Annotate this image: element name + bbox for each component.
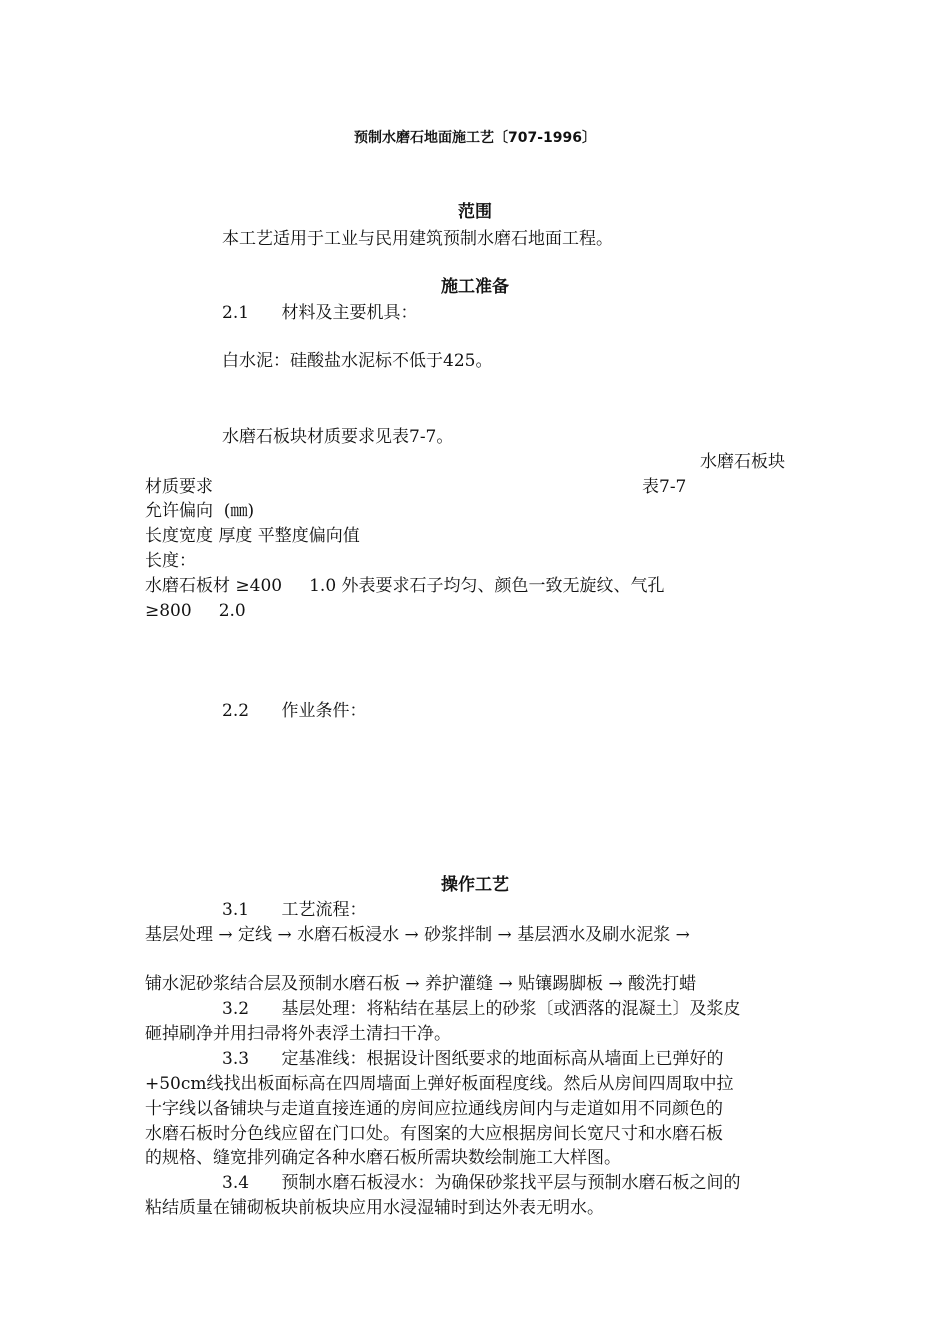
paragraph-3-3-cont: +50cm线找出板面标高在四周墙面上弹好板面程度线。然后从房间四周取中拉: [145, 1074, 734, 1094]
paragraph-3-4: 3.4 预制水磨石板浸水：为确保砂浆找平层与预制水磨石板之间的: [222, 1173, 741, 1193]
item-2-2: 2.2 作业条件：: [222, 701, 367, 721]
table-caption-a: 水磨石板块: [700, 452, 785, 472]
paragraph-table-reference: 水磨石板块材质要求见表7-7。: [222, 427, 454, 447]
section-heading-scope: 范围: [458, 202, 492, 222]
paragraph-3-2: 3.2 基层处理：将粘结在基层上的砂浆〔或洒落的混凝土〕及浆皮: [222, 999, 741, 1019]
doc-title: 预制水磨石地面施工艺〔707-1996〕: [354, 130, 596, 146]
paragraph-3-3-cont: 水磨石板时分色线应留在门口处。有图案的大应根据房间长宽尺寸和水磨石板: [145, 1124, 723, 1144]
paragraph-3-3-cont: 的规格、缝宽排列确定各种水磨石板所需块数绘制施工大样图。: [145, 1148, 621, 1168]
table-number: 表7-7: [642, 477, 687, 497]
table-row: ≥800 2.0: [145, 601, 246, 621]
table-row: 长度宽度 厚度 平整度偏向值: [145, 526, 360, 546]
paragraph-3-4-cont: 粘结质量在铺砌板块前板块应用水浸湿辅时到达外表无明水。: [145, 1198, 604, 1218]
table-row: 允许偏向 (㎜): [145, 501, 255, 521]
table-row: 长度：: [145, 551, 196, 571]
item-3-1: 3.1 工艺流程：: [222, 900, 367, 920]
table-caption-b: 材质要求: [145, 477, 213, 497]
table-row: 水磨石板材 ≥400 1.0 外表要求石子均匀、颜色一致无旋纹、气孔: [145, 576, 665, 596]
paragraph-3-2-cont: 砸掉刷净并用扫帚将外表浮土清扫干净。: [145, 1024, 451, 1044]
paragraph-3-3-cont: 十字线以备铺块与走道直接连通的房间应拉通线房间内与走道如用不同颜色的: [145, 1099, 723, 1119]
paragraph-3-3: 3.3 定基准线：根据设计图纸要求的地面标高从墙面上已弹好的: [222, 1049, 724, 1069]
section-heading-preparation: 施工准备: [441, 277, 509, 297]
item-2-1: 2.1 材料及主要机具：: [222, 303, 418, 323]
process-flow-line-2: 铺水泥砂浆结合层及预制水磨石板 → 养护灌缝 → 贴镶踢脚板 → 酸洗打蜡: [145, 974, 697, 994]
process-flow-line-1: 基层处理 → 定线 → 水磨石板浸水 → 砂浆拌制 → 基层洒水及刷水泥浆 →: [145, 925, 690, 945]
paragraph-scope: 本工艺适用于工业与民用建筑预制水磨石地面工程。: [222, 229, 613, 249]
section-heading-operation: 操作工艺: [441, 875, 509, 895]
paragraph-white-cement: 白水泥：硅酸盐水泥标不低于425。: [222, 351, 493, 371]
